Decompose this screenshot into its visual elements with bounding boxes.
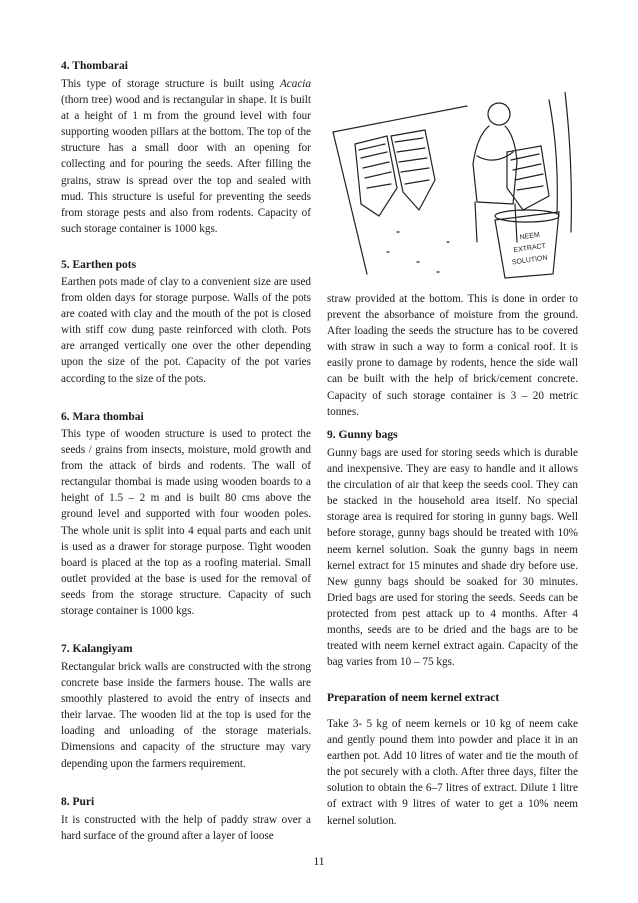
paragraph-puri: It is constructed with the help of paddy straw over a hard surface of the ground after a layer of loose — [61, 814, 311, 843]
paragraph-neem-extract: Take 3- 5 kg of neem kernels or 10 kg of neem cake and gently pound them into powder and place it in an earthen pot. Add 10 litres of water and tie the mouth of the pot securely with a cloth. After three days, filter the solution to obtain the 6–7 litres of extract. Dilute 1 litre of extract with 9 litres of water to get a 10% neem kernel solution. — [327, 718, 578, 827]
heading-gunny-bags: 9. Gunny bags — [327, 429, 398, 441]
heading-kalangiyam: 7. Kalangiyam — [61, 643, 133, 655]
heading-mara-thombai: 6. Mara thombai — [61, 411, 144, 423]
heading-earthen-pots: 5. Earthen pots — [61, 259, 137, 271]
svg-text:NEEM: NEEM — [519, 231, 541, 242]
paragraph-mara-thombai: This type of wooden structure is used to protect the seeds / grains from insects, moisture, mold growth and from the attack of birds and rodents. The wall of rectangular thombai is made using wooden boards to a height of 1.5 – 2 m and is built 80 cms above the ground level and supported with four wooden poles. The whole unit is split into 4 equal parts and each unit is used as a drawer for storage purpose. Tight wooden board is placed at the top as a roofing material. Small outlet provided at the base is used for the removal of seeds from the storage structure. Capacity of such storage container is 1000 kgs. — [61, 428, 311, 618]
heading-neem-extract: Preparation of neem kernel extract — [327, 692, 500, 704]
paragraph-gunny-bags: Gunny bags are used for storing seeds which is durable and inexpensive. They are easy to handle and it allows the circulation of air that keep the seeds cool. They can be stacked in the household area itself. No special storage area is required for storing in gunny bags. Well before storage, gunny bags should be treated with 10% neem kernel solution. Soak the gunny bags in neem kernel extract for 15 minutes and shade dry before use. New gunny bags should be soaked for 30 minutes. Dried bags are used for storing the seeds. Seeds can be protected from pest attack up to 4 months. After 4 months, seeds are to be dried and the bags are to be treated with neem kernel extract again. Capacity of the bag varies from 10 – 75 kgs. — [327, 447, 578, 669]
paragraph-thombarai: This type of storage structure is built using Acacia (thorn tree) wood and is rectangular in shape. It is built at a height of 1 m from the ground level with four supporting wooden pillars at the bottom. The top of the structure has a small door with an opening for collecting and for pouring the seeds. After filling the grains, straw is spread over the top and sealed with mud. This structure is useful for preventing the seeds from storage pests and also from rodents. Capacity of such storage container is 1000 kgs. — [61, 78, 311, 235]
gunny-bag-illustration — [327, 92, 578, 282]
heading-thombarai: 4. Thombarai — [61, 60, 128, 72]
paragraph-puri-continued: straw provided at the bottom. This is done in order to prevent the absorbance of moisture from the ground. After loading the seeds the structure has to be covered with straw in such a way to form a conical roof. It is easily prone to damage by rodents, hence the side wall can be built with the help of brick/cement concrete. Capacity of such storage container is 3 – 20 metric tonnes. — [327, 293, 578, 418]
paragraph-earthen-pots: Earthen pots made of clay to a convenient size are used from olden days for storage purpose. Walls of the pots are coated with clay and the mouth of the pot is closed with stiff cow dung paste reinforced with cloth. Pots are arranged vertically one over the other depending upon the size of the pot. Capacity of the pot varies according to the size of the pots. — [61, 276, 311, 385]
page-number: 11 — [313, 856, 325, 868]
heading-puri: 8. Puri — [61, 796, 95, 808]
paragraph-kalangiyam: Rectangular brick walls are constructed with the strong concrete base inside the farmers house. The walls are smoothly plastered to avoid the entry of insects and their larvae. The wooden lid at the top is used for the loading and unloading of the storage materials. Dimensions and capacity of the structure may vary depending upon the farmers requirement. — [61, 661, 311, 770]
svg-text:EXTRACT: EXTRACT — [513, 242, 547, 255]
svg-text:SOLUTION: SOLUTION — [511, 254, 549, 267]
